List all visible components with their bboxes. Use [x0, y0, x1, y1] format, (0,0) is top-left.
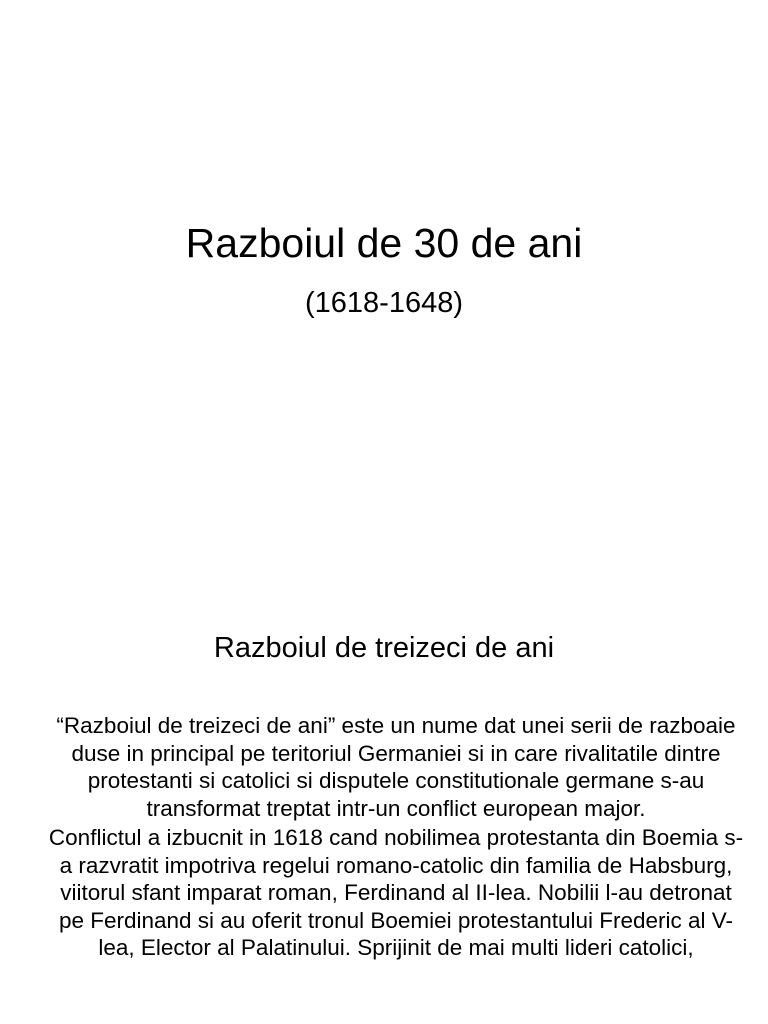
slide-title: Razboiul de 30 de ani	[185, 220, 583, 266]
content-slide	[0, 578, 768, 1024]
slide-subtitle: (1618-1648)	[305, 287, 463, 319]
body-paragraph: Conflictul a izbucnit in 1618 cand nobilimea protestanta din Boemia s-a razvratit impotriva regelui romano-catolic din familia de Habsburg, viitorul sfant imparat roman, Ferdinand al II-lea. Nobilii l-au detronat pe Ferdinand si au oferit tronul Boemiei protestantului Frederic al V-lea, Elector al Palatinului. Sprijinit de mai multi lideri catolici,	[48, 825, 744, 960]
content-slide-title: Razboiul de treizeci de ani	[213, 632, 555, 664]
content-slide-body	[46, 712, 746, 962]
body-paragraph: “Razboiul de treizeci de ani” este un nume dat unei serii de razboaie duse in principal pe teritoriul Germaniei si in care rivalitatile dintre protestanti si catolici si disputele constitutionale germane s-au transformat treptat intr-un conflict european major.	[56, 713, 736, 821]
